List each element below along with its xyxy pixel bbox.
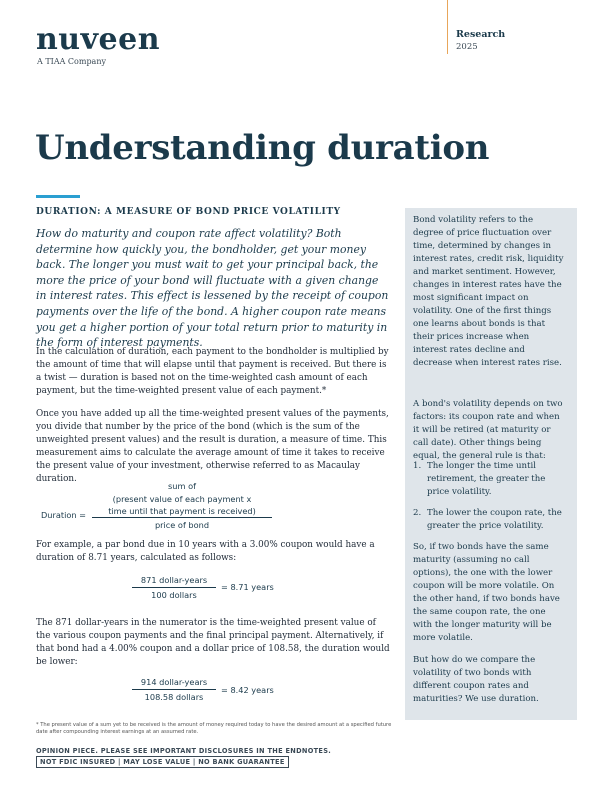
formula-numerator-line: sum of [168, 481, 196, 491]
example-denominator: 100 dollars [151, 590, 197, 600]
example-denominator: 108.58 dollars [144, 692, 204, 702]
document-year: 2025 [456, 42, 478, 52]
example-numerator: 871 dollar-years [140, 575, 208, 585]
formula-numerator-line: (present value of each payment x [112, 493, 252, 504]
brand-tagline: A TIAA Company [37, 57, 106, 66]
sidebar-paragraph-4: But how do we compare the volatility of two bonds with different coupon rates and maturities? We use duration. [413, 655, 539, 704]
lead-paragraph: How do maturity and coupon rate affect volatility? Both determine how quickly you, the bondholder, get your money back. The longer you must wait to get your principal back, the more the price of your bond will fluctuate with a given change in interest rates. This effect is lessened by the receipt of coupon payments over the life of the bond. A higher coupon rate means you get a higher portion of your total return prior to maturity in the form of interest payments. [36, 227, 389, 350]
footnote: * The present value of a sum yet to be received is the amount of money required today to have the desired amount at a specified future date after compounding interest earnings at an assumed rate. [36, 722, 392, 735]
list-item-number: 1. [413, 461, 422, 471]
fdic-disclaimer-badge: NOT FDIC INSURED | MAY LOSE VALUE | NO BANK GUARANTEE [36, 756, 289, 768]
body-paragraph-1: In the calculation of duration, each payment to the bondholder is multiplied by the amount of time that will elapse until that payment is received. But there is a twist — duration is based not on the time-weighted cash amount of each payment, but the time-weighted present value of each payment.* [36, 347, 389, 397]
sidebar-paragraph-2: A bond's volatility depends on two factors: its coupon rate and when it will be retired (at maturity or call date). Other things being equal, the general rule is that: [413, 399, 563, 461]
sidebar-rule-list [413, 460, 565, 541]
list-item-text: The longer the time until retirement, the greater the price volatility. [427, 461, 546, 497]
example-numerator: 914 dollar-years [140, 677, 208, 687]
formula-numerator [92, 480, 272, 518]
section-heading: DURATION: A MEASURE OF BOND PRICE VOLATILITY [36, 207, 341, 217]
body-paragraph-2: Once you have added up all the time-weighted present values of the payments, you divide that number by the price of the bond (which is the sum of the unweighted present values) and the result is duration, a measure of time. This measurement aims to calculate the average amount of time it takes to receive the present value of your investment, otherwise referred to as Macaulay duration. [36, 409, 389, 485]
fraction-bar [132, 689, 216, 690]
list-item-text: The lower the coupon rate, the greater the price volatility. [427, 508, 562, 531]
sidebar-panel [405, 208, 577, 720]
example-result: = 8.42 years [221, 685, 274, 695]
title-accent-bar [36, 195, 80, 198]
sidebar-paragraph-1: Bond volatility refers to the degree of price fluctuation over time, determined by changes in interest rates, credit risk, liquidity and market sentiment. However, changes in interest rates have the most significant impact on volatility. One of the first things one learns about bonds is that their prices increase when interest rates decline and decrease when interest rates rise. [413, 215, 564, 368]
brand-logo: nuveen [36, 22, 161, 57]
fraction-bar [132, 587, 216, 588]
list-item [413, 460, 565, 499]
sidebar-paragraph-3: So, if two bonds have the same maturity (assuming no call options), the one with the lower coupon will be more volatile. On the other hand, if two bonds have the same coupon rate, the one with the longer maturity will be more volatile. [413, 542, 560, 643]
formula-label: Duration = [41, 510, 87, 520]
page-title: Understanding duration [35, 128, 490, 168]
body-paragraph-3: For example, a par bond due in 10 years with a 3.00% coupon would have a duration of 8.71 years, calculated as follows: [36, 540, 375, 564]
body-paragraph-4: The 871 dollar-years in the numerator is the time-weighted present value of the various coupon payments and the final principal payment. Alternatively, if that bond had a 4.00% coupon and a dollar price of 108.58, the duration would be lower: [36, 618, 390, 668]
fraction-bar [92, 517, 272, 518]
formula-numerator-line: time until that payment is received) [108, 506, 256, 516]
document-type: Research [456, 29, 506, 40]
list-item-number: 2. [413, 508, 422, 518]
opinion-disclosure: OPINION PIECE. PLEASE SEE IMPORTANT DISCLOSURES IN THE ENDNOTES. [36, 747, 332, 755]
header-divider [447, 0, 448, 54]
list-item [413, 507, 565, 533]
example-result: = 8.71 years [221, 582, 274, 592]
formula-denominator: price of bond [154, 520, 210, 530]
